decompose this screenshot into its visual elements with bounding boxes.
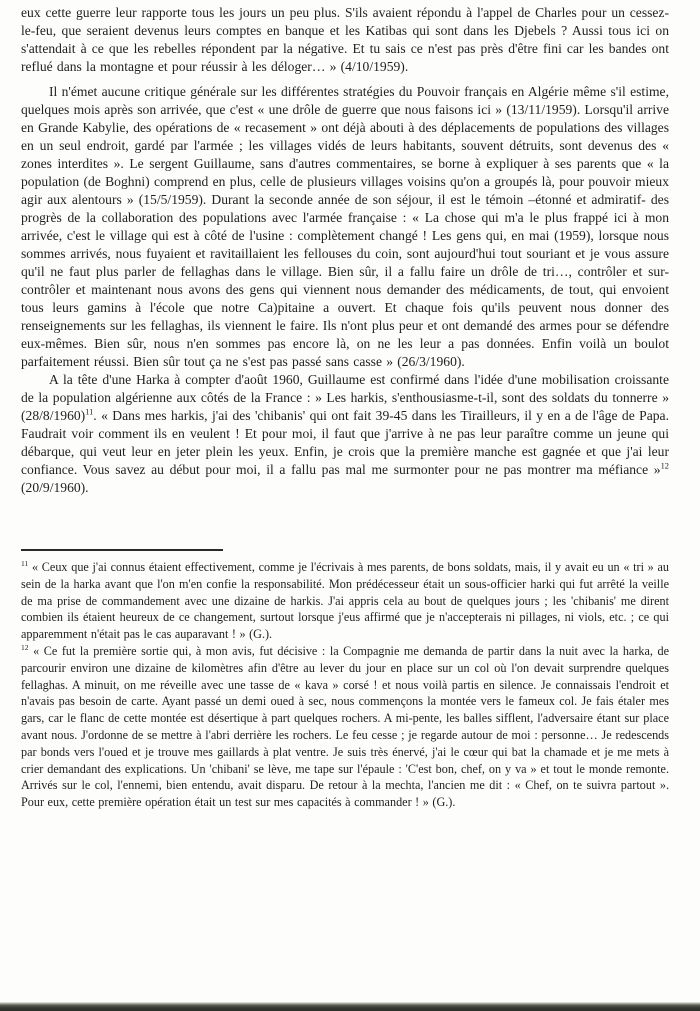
footnote-12-marker: 12 <box>21 642 29 652</box>
paragraph-harka-segment-1: A la tête d'une Harka à compter d'août 1960, Guillaume est confirmé dans l'idée d'une mobilisation croissante de la population algérienne aux côtés de la France : » Les harkis, s'enthousiasme-t-il, sont des soldats du tonnerre » (28/8/1960) <box>21 372 669 423</box>
footnote-11-marker: 11 <box>21 558 29 568</box>
paragraph-harka-segment-3: (20/9/1960). <box>21 480 89 495</box>
footnote-separator <box>21 549 223 551</box>
paragraph-harka <box>21 371 669 497</box>
footnote-11 <box>21 559 669 643</box>
footnote-ref-12: 12 <box>660 460 669 471</box>
footnote-12-text: « Ce fut la première sortie qui, à mon avis, fut décisive : la Compagnie me demanda de partir dans la nuit avec la harka, de parcourir environ une dizaine de kilomètres afin d'être au lever du jour en place sur un col où l'on devait surprendre quelques fellaghas. A minuit, on me réveille avec une tasse de « kava » corsé ! et nous voilà partis en silence. Je connaissais l'endroit et n'avais pas besoin de carte. Ayant passé un demi oued à sec, nous commençons la montée vers le fameux col. Je fais étaler mes gars, car le flanc de cette montée est désertique à part quelques rochers. A mi-pente, les balles sifflent, l'adversaire étant sur place avant nous. J'ordonne de se mettre à l'abri derrière les rochers. Le feu cesse ; je regarde autour de moi : personne… Je redescends par bonds vers l'oued et je trouve mes gaillards à plat ventre. Je suis très énervé, j'ai le cœur qui bat la chamade et je me mets à crier demandant des explications. Un 'chibani' se lève, me tape sur l'épaule : 'C'est bon, chef, on y va » et tout le monde remonte. Arrivés sur le col, l'ennemi, bien entendu, avait disparu. De retour à la mechta, l'ancien me dit : « Chef, on te suivra partout ». Pour eux, cette première opération était un test sur mes capacités à commander ! » (G.). <box>21 643 669 810</box>
footnotes-section <box>21 559 669 811</box>
footnote-ref-11: 11 <box>85 406 94 417</box>
paragraph-continuation: eux cette guerre leur rapporte tous les jours un peu plus. S'ils avaient répondu à l'appel de Charles pour un cessez-le-feu, que seraient devenus leurs comptes en banque et les Katibas qui sont dans les Djebels ? Aussi tous ici on s'attendait à ce que les rebelles répondent par la négative. Et tu sais ce n'est pas près d'être fini car les bandes ont reflué dans la montagne et pour réussir à les déloger… » (4/10/1959). <box>21 5 669 74</box>
taskbar-top-edge <box>0 1002 700 1011</box>
footnote-12 <box>21 643 669 811</box>
footnote-11-text: « Ceux que j'ai connus étaient effectivement, comme je l'écrivais à mes parents, de bons soldats, mais, il y avait eu un « tri » au sein de la harka avant que l'on m'en confie la responsabilité. Mon prédécesseur était un sous-officier harki qui fut arrêté la veille de ma prise de commandement avec une dizaine de harkis. J'ai appris cela au bout de quelques jours ; les 'chibanis' me dirent combien ils étaient heureux de ce changement, surtout lorsque j'eus affirmé que je n'accepterais ni pillages, ni viols, etc. ; ce qui apparemment n'était pas le cas auparavant ! » (G.). <box>21 560 669 642</box>
paragraph-harka-segment-2: . « Dans mes harkis, j'ai des 'chibanis' qui ont fait 39-45 dans les Tirailleurs, il y en a de l'âge de Papa. Faudrait voir comment ils en veulent ! Et pour moi, il faut que j'arrive à ne pas leur paraître comme un jeune qui débarque, qui veut leur en jeter plein les yeux. Enfin, je crois que la première manche est gagnée et que j'ai leur confiance. Vous savez au début pour moi, il a fallu pas mal me surmonter pour ne pas montrer ma méfiance » <box>21 408 669 477</box>
paragraph-strategies: Il n'émet aucune critique générale sur les différentes stratégies du Pouvoir français en Algérie même s'il estime, quelques mois après son arrivée, que c'est « une drôle de guerre que nous faisons ici » (13/11/1959). Lorsqu'il arrive en Grande Kabylie, des opérations de « recasement » ont déjà abouti à des déplacements de populations des villages en un seul endroit, gardé par l'armée ; les villages vidés de leurs habitants, souvent détruits, sont devenus des « zones interdites ». Le sergent Guillaume, sans d'autres commentaires, se borne à expliquer à ses parents que « la population (de Boghni) comprend en plus, celle de plusieurs villages voisins qu'on a groupés là, pour pouvoir mieux agir aux alentours » (15/5/1959). Durant la seconde année de son séjour, il est le témoin –étonné et admiratif- des progrès de la collaboration des populations avec l'armée française : « La chose qui m'a le plus frappé ici à mon arrivée, c'est le village qui est à côté de l'usine : complètement changé ! Les gens qui, en mai (1959), lorsque nous sommes arrivés, nous fuyaient et ravitaillaient les fellouses du coin, sont aujourd'hui tout souriant et je vous assure qu'il ne faut plus parler de fellaghas dans le village. Bien sûr, il a fallu faire un drôle de tri…, contrôler et sur-contrôler et maintenant nous avons des gens qui viennent nous demander des médicaments, de tout, qui envoient tous leurs gamins à l'école que notre Ca)pitaine a ouvert. Et chaque fois qu'ils peuvent nous donner des renseignements sur les fellaghas, ils viennent le faire. Ils n'ont plus peur et ont demandé des armes pour se défendre eux-mêmes. Bien sûr, nous n'en sommes pas encore là, on ne les leur a pas données. Enfin voilà un boulot parfaitement réussi. Bien sûr tout ça ne s'est pas passé sans casse » (26/3/1960). <box>21 84 669 369</box>
